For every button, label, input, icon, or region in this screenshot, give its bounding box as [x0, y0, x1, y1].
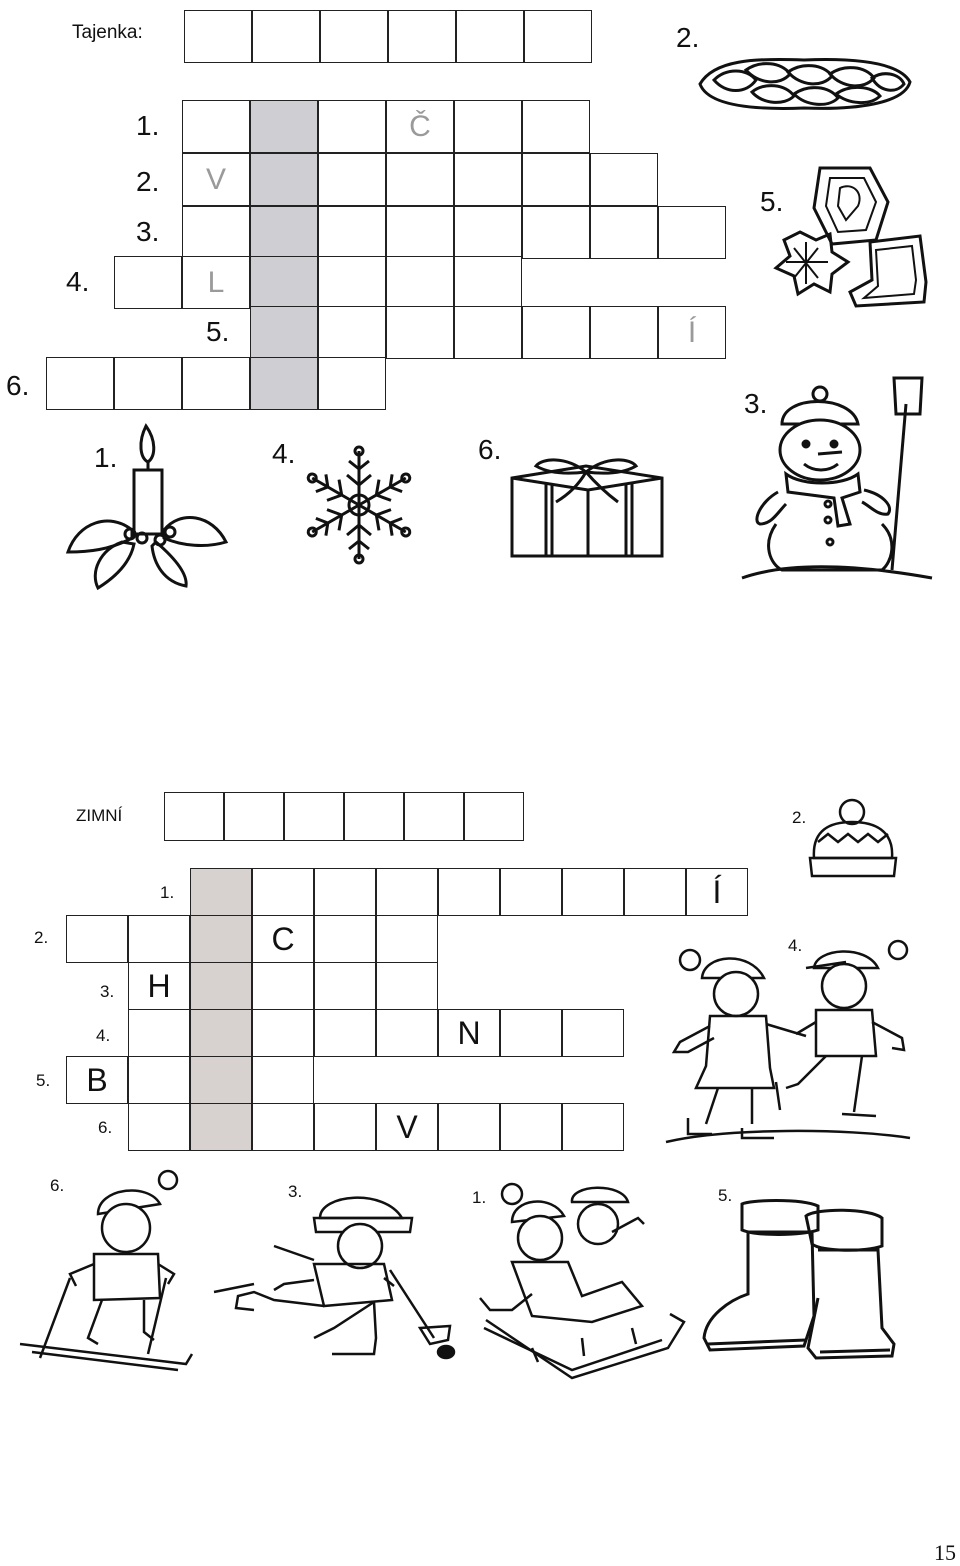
- snowflake-illustration: [286, 446, 432, 564]
- answer-cell[interactable]: [344, 792, 404, 841]
- grid-cell[interactable]: [590, 153, 658, 206]
- grid-cell[interactable]: [522, 306, 590, 359]
- hockey-player-illustration: [214, 1188, 464, 1366]
- grid-cell[interactable]: Í: [686, 868, 748, 916]
- grid-cell[interactable]: [590, 206, 658, 259]
- grid-cell[interactable]: V: [182, 153, 250, 206]
- grid-cell[interactable]: [386, 306, 454, 359]
- tajenka-cell[interactable]: [320, 10, 388, 63]
- grid-cell[interactable]: V: [376, 1103, 438, 1151]
- grid-cell[interactable]: [182, 206, 250, 259]
- grid-cell[interactable]: [454, 100, 522, 153]
- grid-cell[interactable]: [314, 962, 376, 1010]
- tajenka-cell[interactable]: [252, 10, 320, 63]
- grid-cell[interactable]: [46, 357, 114, 410]
- grid-cell[interactable]: [624, 868, 686, 916]
- grid-cell-secret[interactable]: [250, 357, 318, 410]
- grid-cell[interactable]: [314, 1103, 376, 1151]
- grid-cell[interactable]: [318, 357, 386, 410]
- row-label: 5.: [36, 1071, 51, 1090]
- grid-cell[interactable]: [454, 256, 522, 309]
- grid-cell[interactable]: [314, 915, 376, 963]
- grid-cell[interactable]: [252, 1009, 314, 1057]
- picture-label: 5.: [718, 1186, 733, 1205]
- grid-cell[interactable]: [128, 1009, 190, 1057]
- row-label: 4.: [66, 266, 90, 297]
- grid-cell[interactable]: L: [182, 256, 250, 309]
- skier-illustration: [18, 1168, 194, 1372]
- answer-cell[interactable]: [404, 792, 464, 841]
- picture-label: 1.: [94, 442, 118, 473]
- grid-cell-secret[interactable]: [250, 306, 318, 359]
- row-label: 4.: [96, 1026, 111, 1045]
- grid-cell[interactable]: [376, 962, 438, 1010]
- grid-cell[interactable]: [500, 1103, 562, 1151]
- grid-cell-secret[interactable]: [190, 962, 252, 1010]
- zimni-label: ZIMNÍ: [76, 806, 123, 825]
- picture-label: 2.: [676, 22, 700, 53]
- grid-cell[interactable]: [438, 868, 500, 916]
- ice-skaters-illustration: [666, 938, 910, 1146]
- grid-cell[interactable]: [386, 206, 454, 259]
- grid-cell[interactable]: [590, 306, 658, 359]
- grid-cell[interactable]: Í: [658, 306, 726, 359]
- grid-cell-secret[interactable]: [190, 915, 252, 963]
- grid-cell[interactable]: [376, 915, 438, 963]
- grid-cell[interactable]: [182, 357, 250, 410]
- grid-cell[interactable]: [454, 306, 522, 359]
- tajenka-cell[interactable]: [184, 10, 252, 63]
- picture-label: 4.: [272, 438, 296, 469]
- row-label: 2.: [34, 928, 49, 947]
- answer-cell[interactable]: [224, 792, 284, 841]
- grid-cell[interactable]: [522, 153, 590, 206]
- grid-cell[interactable]: [318, 306, 386, 359]
- grid-cell[interactable]: [252, 868, 314, 916]
- grid-cell-secret[interactable]: [250, 206, 318, 259]
- picture-label: 4.: [788, 936, 803, 955]
- candle-illustration: [60, 422, 230, 592]
- grid-cell[interactable]: [522, 206, 590, 259]
- grid-cell[interactable]: C: [252, 915, 314, 963]
- grid-cell[interactable]: [114, 256, 182, 309]
- grid-cell[interactable]: [500, 1009, 562, 1057]
- grid-cell[interactable]: [128, 915, 190, 963]
- grid-cell[interactable]: [454, 153, 522, 206]
- winter-boots-illustration: [700, 1198, 898, 1362]
- grid-cell[interactable]: [128, 1056, 190, 1104]
- row-label: 3.: [100, 982, 115, 1001]
- grid-cell[interactable]: [562, 868, 624, 916]
- row-label: 1.: [136, 110, 160, 141]
- grid-cell-secret[interactable]: [190, 1103, 252, 1151]
- picture-label: 1.: [472, 1188, 487, 1207]
- grid-cell[interactable]: [562, 1103, 624, 1151]
- grid-cell[interactable]: [522, 100, 590, 153]
- grid-cell[interactable]: H: [128, 962, 190, 1010]
- grid-cell[interactable]: [314, 868, 376, 916]
- grid-cell-secret[interactable]: [250, 256, 318, 309]
- gingerbread-cookies-illustration: [760, 162, 936, 314]
- picture-label: 6.: [50, 1176, 65, 1195]
- grid-cell[interactable]: [182, 100, 250, 153]
- picture-label: 3.: [744, 388, 768, 419]
- row-label: 6.: [6, 370, 30, 401]
- grid-cell[interactable]: [500, 868, 562, 916]
- answer-cell[interactable]: [284, 792, 344, 841]
- grid-cell[interactable]: [66, 915, 128, 963]
- picture-label: 5.: [760, 186, 784, 217]
- grid-cell-secret[interactable]: [190, 868, 252, 916]
- page-number: 15: [934, 1540, 956, 1565]
- grid-cell[interactable]: [252, 962, 314, 1010]
- row-label: 2.: [136, 166, 160, 197]
- row-label: 5.: [206, 316, 230, 347]
- grid-cell[interactable]: [658, 206, 726, 259]
- grid-cell[interactable]: [252, 1056, 314, 1104]
- tajenka-label: Tajenka:: [72, 22, 143, 43]
- answer-cell[interactable]: [164, 792, 224, 841]
- grid-cell[interactable]: [314, 1009, 376, 1057]
- winter-hat-illustration: [806, 796, 898, 880]
- grid-cell[interactable]: [562, 1009, 624, 1057]
- grid-cell[interactable]: [252, 1103, 314, 1151]
- grid-cell[interactable]: N: [438, 1009, 500, 1057]
- sledders-illustration: [472, 1178, 688, 1384]
- grid-cell[interactable]: [318, 153, 386, 206]
- grid-cell[interactable]: [114, 357, 182, 410]
- picture-label: 3.: [288, 1182, 303, 1201]
- tajenka-cell[interactable]: [524, 10, 592, 63]
- grid-cell-secret[interactable]: [250, 153, 318, 206]
- grid-cell[interactable]: [376, 868, 438, 916]
- grid-cell[interactable]: Č: [386, 100, 454, 153]
- tajenka-cell[interactable]: [456, 10, 524, 63]
- grid-cell[interactable]: [386, 256, 454, 309]
- braided-bread-illustration: [694, 50, 916, 114]
- grid-cell[interactable]: [128, 1103, 190, 1151]
- grid-cell[interactable]: B: [66, 1056, 128, 1104]
- row-label: 3.: [136, 216, 160, 247]
- grid-cell[interactable]: [376, 1009, 438, 1057]
- picture-label: 6.: [478, 434, 502, 465]
- snowman-illustration: [742, 374, 932, 580]
- row-label: 1.: [160, 883, 175, 902]
- grid-cell[interactable]: [438, 1103, 500, 1151]
- row-label: 6.: [98, 1118, 113, 1137]
- grid-cell-secret[interactable]: [250, 100, 318, 153]
- gift-box-illustration: [506, 452, 668, 562]
- answer-cell[interactable]: [464, 792, 524, 841]
- grid-cell[interactable]: [454, 206, 522, 259]
- tajenka-cell[interactable]: [388, 10, 456, 63]
- grid-cell-secret[interactable]: [190, 1009, 252, 1057]
- grid-cell[interactable]: [318, 206, 386, 259]
- grid-cell-secret[interactable]: [190, 1056, 252, 1104]
- grid-cell[interactable]: [318, 256, 386, 309]
- grid-cell[interactable]: [318, 100, 386, 153]
- picture-label: 2.: [792, 808, 807, 827]
- grid-cell[interactable]: [386, 153, 454, 206]
